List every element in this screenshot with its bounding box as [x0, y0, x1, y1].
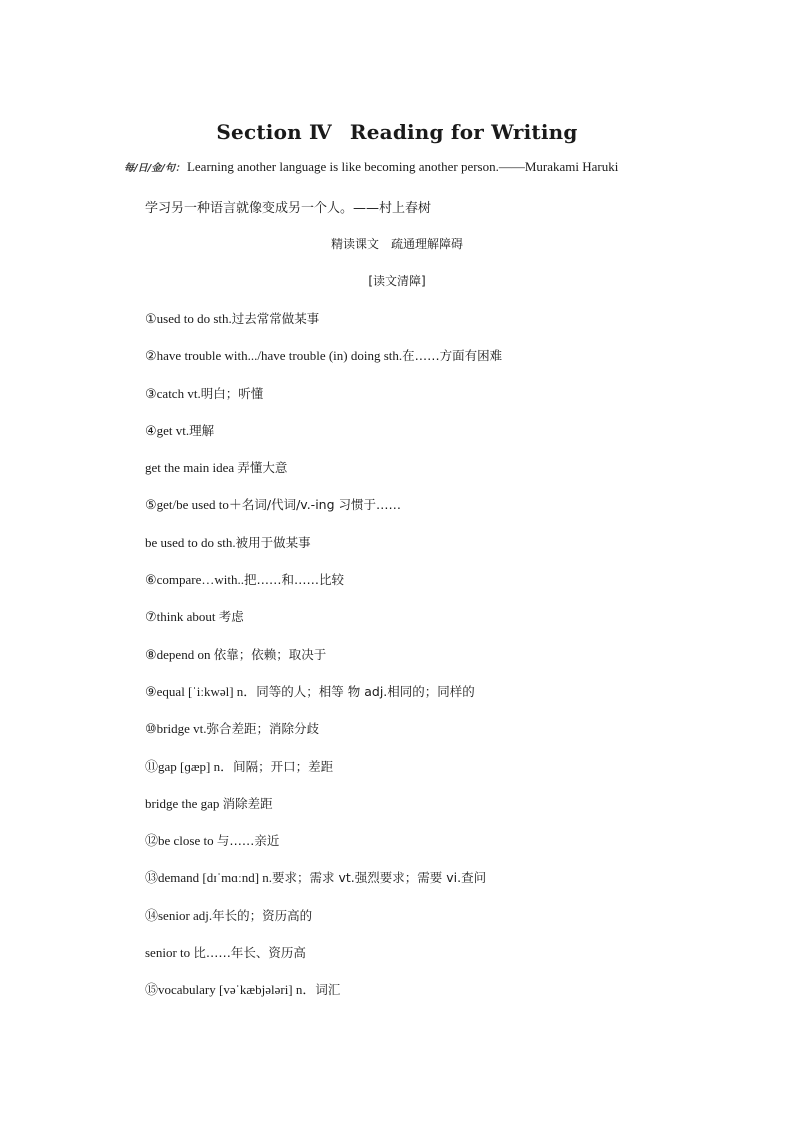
vocab-list: [145, 309, 502, 1018]
vocab-item: get the main idea 弄懂大意: [145, 460, 288, 476]
vocab-item: ⑬demand [dɪˈmɑːnd] n.要求；需求 vt.强烈要求；需要 vi.查问: [145, 870, 487, 886]
vocab-item: ⑩bridge vt.弥合差距；消除分歧: [145, 721, 319, 737]
section-number: Section Ⅳ: [216, 120, 332, 144]
subheading-left: 精读课文: [330, 237, 379, 251]
daily-quote-tag: 每/日/金/句：: [124, 163, 185, 174]
vocab-item: ⑤get/be used to＋名词/代词/v.-ing 习惯于……: [145, 497, 401, 513]
vocab-item: ③catch vt.明白；听懂: [145, 385, 264, 401]
quote-translation: 学习另一种语言就像变成另一个人。——村上春树: [145, 201, 432, 216]
vocab-item: ⑭senior adj.年长的；资历高的: [145, 907, 313, 923]
section-name: Reading for Writing: [349, 120, 578, 144]
vocab-item: ②have trouble with.../have trouble (in) doing sth.在……方面有困难: [145, 348, 503, 364]
vocab-item: ⑪gap [ɡæp] n．间隔；开口；差距: [145, 758, 334, 774]
bracket-heading: [读文清障]: [368, 274, 426, 288]
vocab-item: be used to do sth.被用于做某事: [145, 534, 311, 550]
vocab-item: ⑨equal [ˈiːkwəl] n．同等的人；相等 物 adj.相同的；同样的: [145, 683, 475, 699]
vocab-item: ⑦think about 考虑: [145, 609, 244, 625]
subheading: [0, 235, 794, 252]
vocab-item: senior to 比……年长、资历高: [145, 945, 306, 961]
vocab-item: ⑮vocabulary [vəˈkæbjələri] n．词汇: [145, 982, 341, 998]
vocab-item: ④get vt.理解: [145, 422, 215, 438]
vocab-item: ⑫be close to 与……亲近: [145, 833, 280, 849]
section-title: [0, 120, 794, 144]
daily-quote-text: Learning another language is like becoming another person.——Murakami Haruki: [186, 159, 619, 174]
vocab-item: ①used to do sth.过去常常做某事: [145, 311, 320, 326]
vocab-item: bridge the gap 消除差距: [145, 795, 273, 811]
vocab-item: ⑧depend on 依靠；依赖；取决于: [145, 646, 327, 662]
daily-quote: [124, 159, 684, 175]
vocab-item: ⑥compare…with..把……和……比较: [145, 572, 345, 588]
subheading-right: 疏通理解障碍: [391, 237, 464, 251]
